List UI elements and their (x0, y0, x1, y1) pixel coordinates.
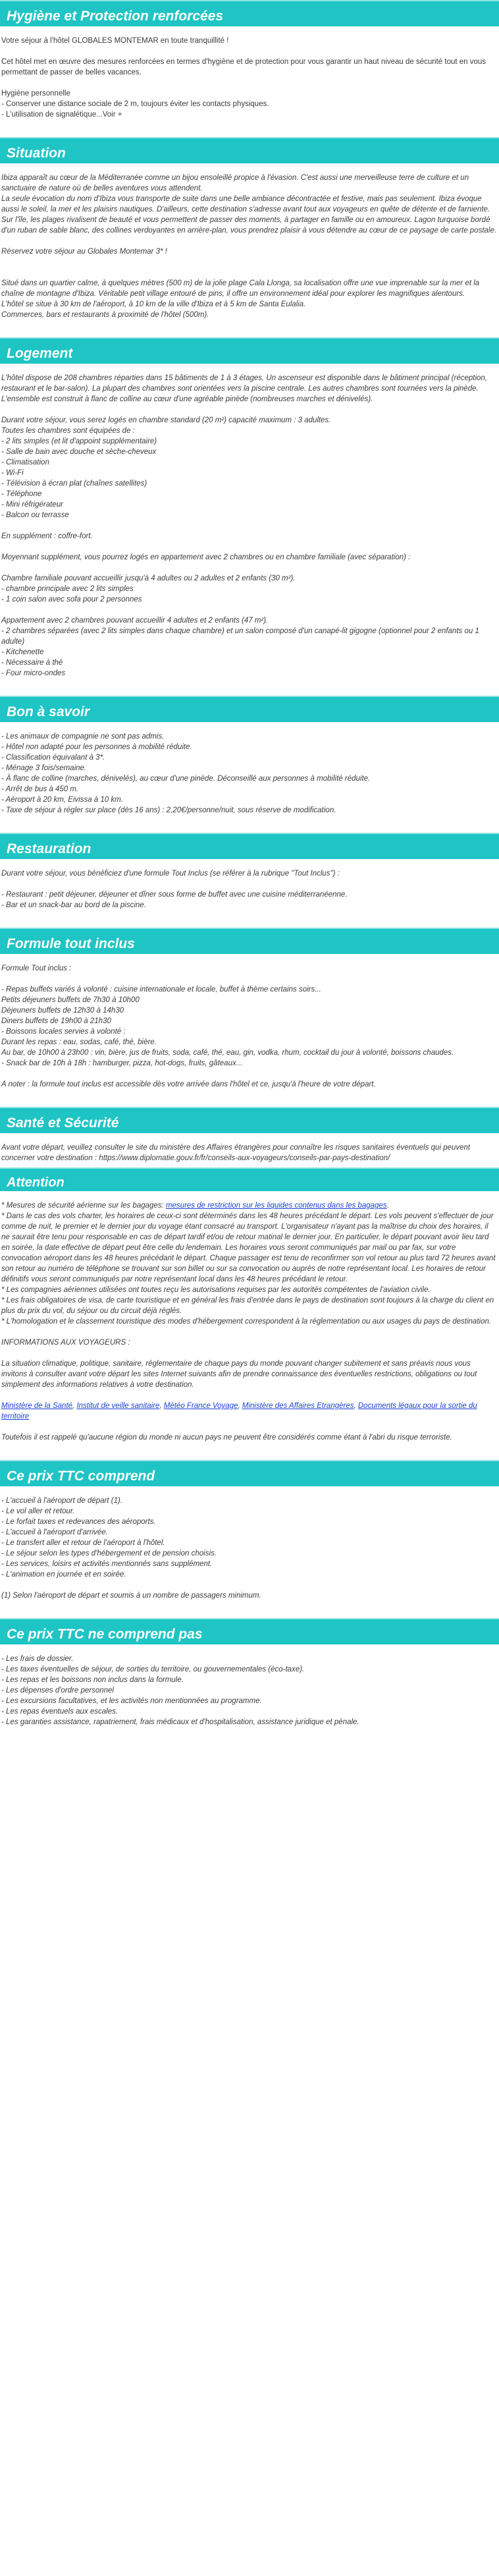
section-hygiene (0, 0, 499, 120)
text-suffix: . (386, 1202, 389, 1210)
link-ministere-sante[interactable]: Ministère de la Santé (1, 1402, 73, 1410)
text-line: Ibiza apparaît au cœur de la Méditerranée comme un bijou ensoleillé propice à l'évasion. C'est aussi une merveilleuse terre de culture et un sanctuaire de nature où de belles aventures vous attendent. (1, 174, 469, 192)
text-line: Toutefois il est rappelé qu'aucune région du monde ni aucun pays ne peuvent être considérés comme étant à l'abri du risque terroriste. (1, 1434, 452, 1442)
list-item: - L'accueil à l'aéroport de départ (1). (1, 1497, 123, 1505)
list-item: - Les repas et les boissons non inclus dans la formule. (1, 1676, 184, 1684)
list-item: - Taxe de séjour à régler sur place (dès 16 ans) : 2,20€/personne/nuit, sous réserve de modification. (1, 806, 336, 814)
section-body (0, 731, 499, 816)
list-item: - 2 chambres séparées (avec 2 lits simples dans chaque chambre) et un salon composé d'un canapé-lit gigogne (optionnel pour 2 enfants ou 1 adulte) (1, 627, 479, 646)
text-line (1, 78, 498, 88)
section-title: Restauration (0, 833, 499, 859)
text-line: L'hôtel dispose de 208 chambres réparties dans 15 bâtiments de 1 à 3 étages. Un ascenseur est disponible dans le bâtiment principal (réception, restaurant et le bar-salon). La plupart des chambres sont orientées vers la piscine centrale. Les autres chambres sont tournées vers la pinède. L'ensemble est construit à flanc de colline au cœur d'une agréable pinède (nombreuses marches et dénivelés). (1, 374, 488, 403)
text-line: Formule Tout inclus : (1, 965, 72, 972)
text-line (1, 1580, 498, 1590)
list-item: - Téléphone (1, 490, 42, 498)
list-item: - 2 lits simples (et lit d'appoint supplémentaire) (1, 437, 157, 445)
list-item: - Balcon ou terrasse (1, 511, 69, 519)
section-body (0, 373, 499, 679)
text-line: L'hôtel se situe à 30 km de l'aéroport, à 10 km de la ville d'Ibiza et à 5 km de Santa Eulalia. (1, 300, 306, 308)
section-body (0, 963, 499, 1090)
list-item: - L'animation en journée et en soirée. (1, 1571, 126, 1579)
text-line (1, 879, 498, 889)
link-institut-veille-sanitaire[interactable]: Institut de veille sanitaire (76, 1402, 160, 1410)
section-title: Situation (0, 137, 499, 163)
list-item: - Le vol aller et retour. (1, 1507, 75, 1515)
text-line (1, 1348, 498, 1358)
text-line (1, 1422, 498, 1432)
text-line: Durant les repas : eau, sodas, café, thé, bière. (1, 1038, 157, 1046)
text-line (1, 46, 498, 57)
text-line: Chambre familiale pouvant accueillir jusqu'à 4 adultes ou 2 adultes et 2 enfants (30 m²). (1, 574, 296, 582)
link-documents-legaux[interactable]: Documents légaux pour la sortie du territoire (1, 1402, 477, 1420)
list-item: - Classification équivalant à 3*. (1, 754, 105, 762)
list-item: - Mini réfrigérateur (1, 501, 63, 509)
list-item: - Le forfait taxes et redevances des aéroports. (1, 1518, 156, 1526)
link-ministere-affaires-etrangeres[interactable]: Ministère des Affaires Etrangères (242, 1402, 354, 1410)
text-line: Moyennant supplément, vous pourrez logés en appartement avec 2 chambres ou en chambre familiale (avec séparation) : (1, 553, 411, 561)
section-logement (0, 337, 499, 679)
text-line: En supplément : coffre-fort. (1, 532, 93, 540)
section-prix-comprend (0, 1460, 499, 1601)
text-line (1, 605, 498, 615)
link-row: Ministère de la Santé, Institut de veille sanitaire, Météo France Voyage, Ministère des Affaires Etrangères, Documents légaux pour la sortie du territoire (1, 1402, 477, 1420)
list-item: - Ménage 3 fois/semaine. (1, 764, 87, 772)
link-meteo-france-voyage[interactable]: Météo France Voyage (163, 1402, 238, 1410)
section-situation (0, 137, 499, 320)
list-item: - Restaurant : petit déjeuner, déjeuner et dîner sous forme de buffet avec une cuisine méditerranéenne. (1, 891, 348, 899)
list-item: - Kitchenette (1, 648, 44, 656)
text-line: * Les compagnies aériennes utilisées ont toutes reçu les autorisations requises par les autorités compétentes de l'aviation civile. (1, 1286, 431, 1294)
section-bon-a-savoir (0, 696, 499, 816)
list-item: - Four micro-ondes (1, 669, 66, 677)
text-line: Au bar, de 10h00 à 23h00 : vin, bière, jus de fruits, soda, café, thé, eau, gin, vodka, rhum, cocktail du jour à volonté, boissons chaudes. (1, 1049, 454, 1057)
text-line: Commerces, bars et restaurants à proximité de l'hôtel (500m). (1, 311, 209, 319)
list-item: - Climatisation (1, 459, 49, 466)
section-formule-tout-inclus (0, 928, 499, 1090)
section-restauration (0, 833, 499, 910)
text-line (1, 520, 498, 531)
list-item: - Salle de bain avec douche et sèche-cheveux (1, 448, 157, 456)
text-line: Cet hôtel met en œuvre des mesures renforcées en termes d'hygiène et de protection pour vous garantir un haut niveau de sécurité tout en vous permettant de passer de belles vacances. (1, 58, 486, 76)
text-line (1, 542, 498, 552)
list-item: - Arrêt de bus à 450 m. (1, 785, 79, 793)
list-item: - Les animaux de compagnie ne sont pas admis. (1, 733, 165, 741)
text-line: Réservez votre séjour au Globales Montemar 3* ! (1, 248, 167, 256)
text-line: * L'homologation et le classement touristique des modes d'hébergement correspondent à la réglementation ou aux usages du pays de destination. (1, 1318, 492, 1326)
list-item: - Les dépenses d'ordre personnel (1, 1687, 114, 1694)
list-item: - Les frais de dossier. (1, 1655, 74, 1663)
text-line: Toutes les chambres sont équipées de : (1, 427, 135, 435)
section-title: Bon à savoir (0, 696, 499, 722)
section-prix-ne-comprend-pas (0, 1618, 499, 1727)
list-item: - Aéroport à 20 km, Eivissa à 10 km. (1, 796, 123, 804)
section-sante-securite (0, 1107, 499, 1163)
section-body (0, 1654, 499, 1727)
list-item: - 1 coin salon avec sofa pour 2 personnes (1, 596, 142, 603)
footnote: (1) Selon l'aéroport de départ et soumis à un nombre de passagers minimum. (1, 1592, 261, 1600)
text-line: Appartement avec 2 chambres pouvant accueillir 4 adultes et 2 enfants (47 m²). (1, 617, 269, 625)
list-item: - Hôtel non adapté pour les personnes à mobilité réduite. (1, 743, 192, 751)
list-item: - Nécessaire à thé (1, 659, 63, 667)
list-item: - L'accueil à l'aéroport d'arrivée. (1, 1528, 108, 1536)
section-title: Santé et Sécurité (0, 1107, 499, 1133)
text-line (1, 257, 498, 267)
text-prefix: * Mesures de sécurité aérienne sur les bagages: (1, 1202, 166, 1210)
text-line (1, 974, 498, 984)
text-line: - Conserver une distance sociale de 2 m, toujours éviter les contacts physiques. (1, 100, 269, 108)
section-body (0, 1200, 499, 1443)
text-line: La seule évocation du nom d'Ibiza vous transporte de suite dans une belle ambiance décontractée et festive, mais pas seulement. Ibiza évoque aussi le soleil, la mer et les plaisirs nautiques. D'ailleurs, cette destination s'adresse avant tout aux voyageurs en quête de détente et de farniente. Sur l'île, les plages rivalisent de beauté et vous permettent de passer des moments, à partager en famille ou en amoureux. Lagon turquoise bordé d'un ruban de sable blanc, des collines verdoyantes en arrière-plan, vous prendrez plaisir à vous détendre au cœur de ce paysage de carte postale. (1, 195, 497, 235)
text-line (1, 563, 498, 573)
list-item: - Les garanties assistance, rapatriement, frais médicaux et d'hospitalisation, assistance juridique et pénale. (1, 1718, 359, 1726)
text-line (1, 405, 498, 415)
text-line: Durant votre séjour, vous serez logés en chambre standard (20 m²) capacité maximum : 3 adultes. (1, 416, 331, 424)
list-item: - chambre principale avec 2 lits simples (1, 585, 134, 593)
section-body (0, 1496, 499, 1601)
list-item: - Bar et un snack-bar au bord de la piscine. (1, 901, 146, 909)
text-line: Durant votre séjour, vous bénéficiez d'une formule Tout Inclus (se référer à la rubrique "Tout Inclus") : (1, 870, 340, 878)
text-line (1, 1200, 498, 1211)
list-item: - Télévision à écran plat (chaînes satellites) (1, 480, 147, 488)
list-item: - Les repas éventuels aux escales. (1, 1708, 118, 1716)
text-line: Diners buffets de 19h00 à 21h30 (1, 1017, 111, 1025)
text-line: Situé dans un quartier calme, à quelques mètres (500 m) de la jolie plage Cala Llonga, sa localisation offre une vue imprenable sur la mer et la chaîne de montagne d'Ibiza. Véritable petit village entouré de pins, il offre un environnement idéal pour explorer les magnifiques alentours. (1, 279, 480, 298)
text-line: Votre séjour à l'hôtel GLOBALES MONTEMAR en toute tranquillité ! (1, 37, 229, 45)
list-item: - Wi-Fi (1, 469, 24, 477)
section-body (0, 173, 499, 320)
list-item: - Le transfert aller et retour de l'aéroport à l'hôtel. (1, 1539, 165, 1547)
section-title: Ce prix TTC comprend (0, 1460, 499, 1486)
text-line: A noter : la formule tout inclus est accessible dès votre arrivée dans l'hôtel et ce, jusqu'à l'heure de votre départ. (1, 1080, 376, 1088)
text-line (1, 1327, 498, 1337)
voir-plus-link[interactable]: - L'utilisation de signalétique...Voir + (1, 111, 122, 119)
list-item: - Le séjour selon les types d'hébergement et de pension choisis. (1, 1550, 217, 1557)
list-item: - Les excursions facultatives, et les activités non mentionnées au programme. (1, 1697, 262, 1705)
list-item: - Repas buffets variés à volonté : cuisine internationale et locale, buffet à thème certains soirs... (1, 986, 321, 994)
text-line: * Les frais obligatoires de visa, de carte touristique et en général les frais d'entrée dans le pays de destination sont toujours à la charge du client en plus du prix du vol, du séjour ou du circuit déjà réglés. (1, 1297, 494, 1315)
section-title: Hygiène et Protection renforcées (0, 0, 499, 26)
text-line: * Dans le cas des vols charter, les horaires de ceux-ci sont déterminés dans les 48 heures précédant le départ. Les vols peuvent s'effectuer de jour comme de nuit, le premier et le dernier jour du voyage étant consacré au transport. L'organisateur n'ayant pas la maîtrise du choix des horaires, il ne saurait être tenu pour responsable en cas de départ tardif et/ou de retour matinal le dernier jour. En particulier, le départ pouvant avoir lieu tard en soirée, la date effective de départ peut être celle du lendemain. Les horaires vous seront communiqués par mail ou par fax, sur votre convocation aéroport dans les 48 heures précédant le départ. Chaque passager est tenu de reconfirmer son vol retour au plus tard 72 heures avant son retour au numéro de téléphone se trouvant sur son billet ou sur sa convocation ou auprès de notre représentant local. Les horaires de retour définitifs vous seront communiqués par notre représentant local dans les 48 heures précédant le retour. (1, 1212, 496, 1283)
text-line: La situation climatique, politique, sanitaire, réglementaire de chaque pays du monde pouvant changer subitement et sans préavis nous vous invitons à consulter avant votre départ les sites Internet suivants afin de prendre connaissance des éventuelles restrictions, obligations ou tout simplement des informations relatives à votre destination. (1, 1360, 477, 1389)
section-body (0, 36, 499, 120)
list-item: - Les services, loisirs et activités mentionnés sans supplément. (1, 1560, 213, 1568)
section-body (0, 868, 499, 910)
list-item: - Boissons locales servies à volonté : (1, 1028, 126, 1036)
text-line: Hygiène personnelle (1, 90, 70, 98)
section-attention (0, 1167, 499, 1443)
text-line (1, 236, 498, 246)
text-line: INFORMATIONS AUX VOYAGEURS : (1, 1339, 130, 1347)
section-title: Ce prix TTC ne comprend pas (0, 1618, 499, 1644)
text-line: Avant votre départ, veuillez consulter le site du ministère des Affaires étrangères pour connaître les risques sanitaires éventuels qui peuvent concerner votre destination : https://www.diplomatie.gouv.fr/fr/conseils-aux-voyageurs/conseils-par-pays-destination/ (1, 1144, 471, 1162)
liquids-restriction-link[interactable]: mesures de restriction sur les liquides contenus dans les bagages (165, 1202, 387, 1210)
list-item: - Les taxes éventuelles de séjour, de sorties du territoire, ou gouvernementales (éco-taxe). (1, 1666, 305, 1673)
list-item: - À flanc de colline (marches, dénivelés), au cœur d'une pinède. Déconseillé aux personnes à mobilité réduite. (1, 775, 371, 783)
text-line (1, 1390, 498, 1401)
list-item: - Snack bar de 10h à 18h : hamburger, pizza, hot-dogs, fruits, gâteaux... (1, 1059, 243, 1067)
section-title: Formule tout inclus (0, 928, 499, 954)
section-body (0, 1142, 499, 1163)
section-title: Attention (0, 1167, 499, 1191)
text-line: Petits déjeuners buffets de 7h30 à 10h00 (1, 996, 140, 1004)
text-line (1, 267, 498, 278)
text-line (1, 1069, 498, 1079)
text-line: Déjeuners buffets de 12h30 à 14h30 (1, 1007, 124, 1015)
section-title: Logement (0, 337, 499, 364)
